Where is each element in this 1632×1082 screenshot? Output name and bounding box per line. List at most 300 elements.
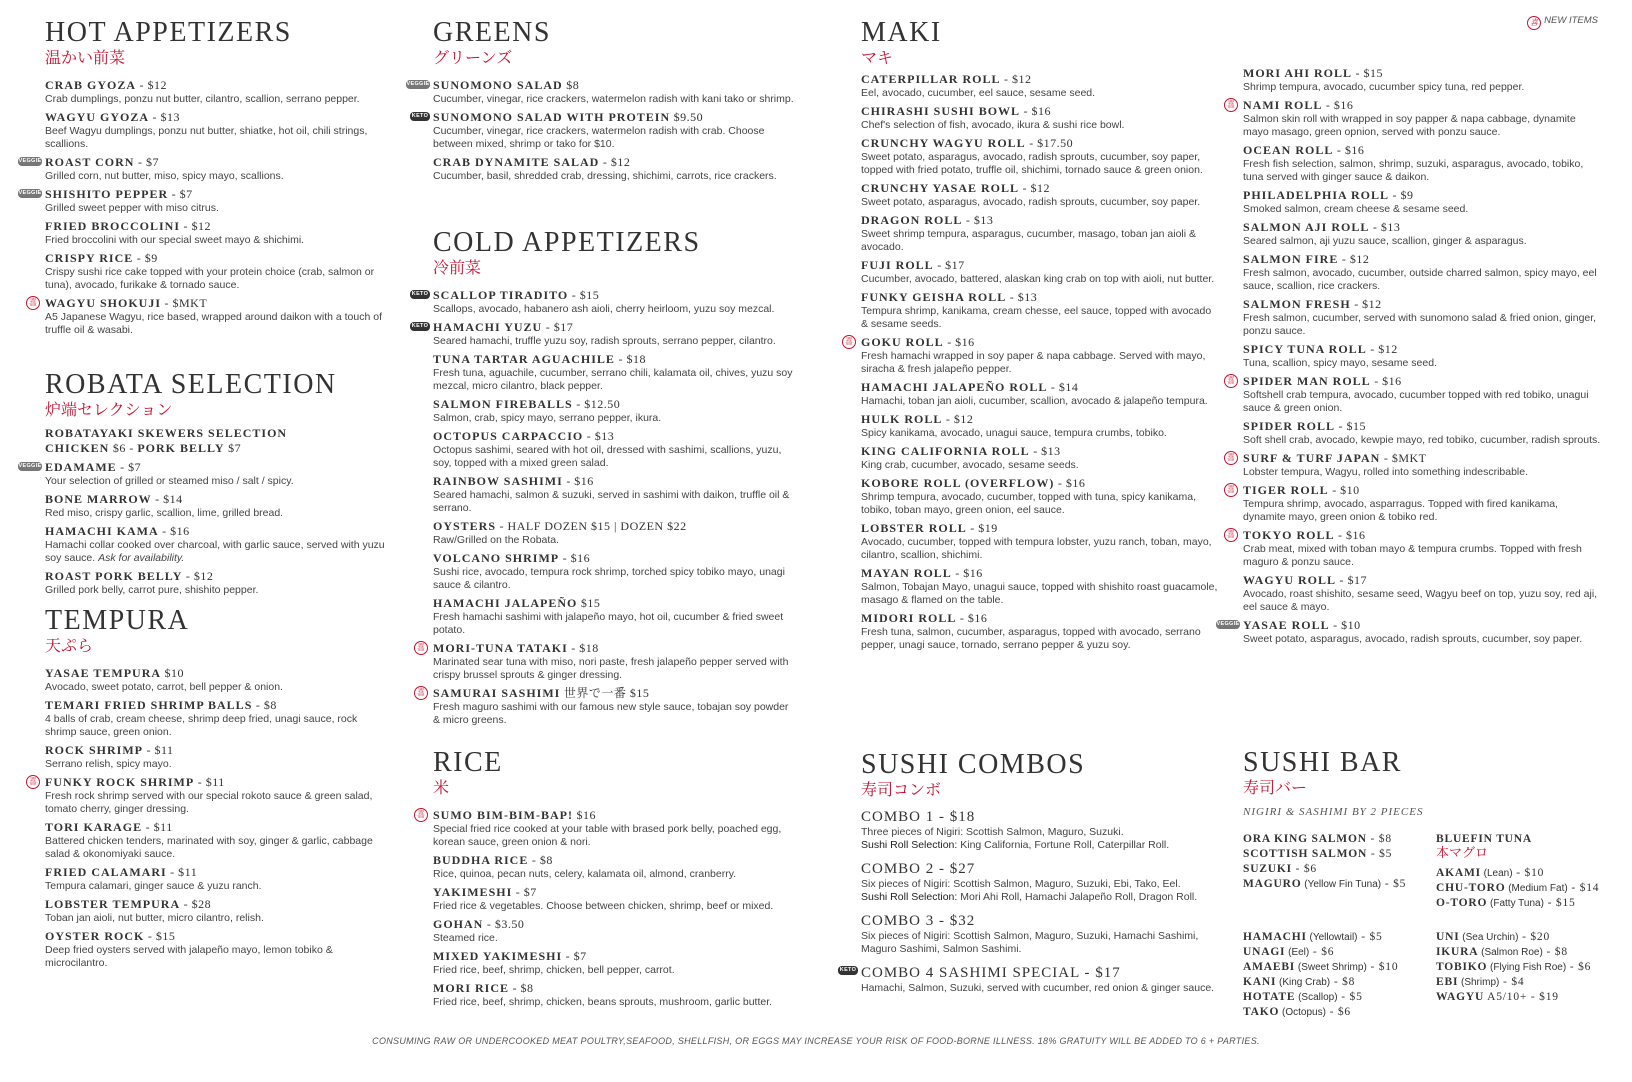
new-item-seal-icon: 喜 (1224, 98, 1238, 112)
item-description (861, 228, 1221, 254)
item-name (433, 352, 798, 367)
item-description (861, 350, 1221, 376)
combo-roll-label: Sushi Roll Selection: (861, 839, 958, 851)
combo-roll-selection (861, 839, 1221, 852)
footer-disclaimer: CONSUMING RAW OR UNDERCOOKED MEAT POULTRY,SEAFOOD, SHELLFISH, OR EGGS MAY INCREASE YOUR RISK OF FOOD-BORNE ILLNESS. 18% GRATUITY WILL BE ADDED TO 6 + PARTIES. (372, 1036, 1260, 1046)
sushi-subname: (Scallop) (1295, 992, 1338, 1003)
sushi-item (1243, 847, 1406, 862)
menu-item (861, 104, 1221, 132)
item-description (433, 444, 798, 470)
item-description-text: Eel, avocado, cucumber, eel sauce, sesame seed. (861, 87, 1096, 99)
item-name (861, 72, 1221, 87)
item-description (433, 367, 798, 393)
menu-item (1243, 252, 1603, 293)
item-price: - $16 (1322, 98, 1354, 112)
item-description-text: Scallops, avocado, habanero ash aioli, cherry heirloom, yuzu soy mezcal. (433, 303, 775, 315)
menu-item (1243, 220, 1603, 248)
item-description-text: Fresh salmon, cucumber, served with sunomono salad & fried onion, ginger, ponzu sauce. (1243, 312, 1597, 337)
item-description (1243, 113, 1603, 139)
menu-item (1227, 451, 1603, 479)
item-name (433, 320, 798, 335)
sushi-subname: (Medium Fat) (1505, 883, 1568, 894)
menu-item (861, 213, 1221, 254)
item-title: LOBSTER ROLL (861, 521, 967, 535)
item-name (45, 743, 390, 758)
keto-badge-icon: KETO (411, 291, 429, 297)
item-description-text: Grilled sweet pepper with miso citrus. (45, 202, 219, 214)
sushi-name: O-TORO (1436, 897, 1488, 909)
item-name (45, 897, 390, 912)
sushi-price: - $10 (1512, 867, 1545, 879)
item-title: SALMON AJI ROLL (1243, 220, 1370, 234)
item-price: - $10 (1329, 618, 1361, 632)
item-description (433, 611, 798, 637)
menu-item (433, 397, 798, 425)
item-description-text: Crab meat, mixed with toban mayo & tempura crumbs. Topped with fresh maguro & ponzu sauce. (1243, 543, 1582, 568)
item-description (861, 626, 1221, 652)
item-price: - $3.50 (483, 917, 525, 931)
item-title: SCALLOP TIRADITO (433, 288, 569, 302)
sushi-item (1436, 945, 1591, 960)
item-title: SPICY TUNA ROLL (1243, 342, 1367, 356)
item-title: GOKU ROLL (861, 335, 944, 349)
sushi-group (1243, 832, 1406, 892)
item-description-text: Seared hamachi, salmon & suzuki, served in sashimi with daikon, truffle oil & serrano. (433, 489, 790, 514)
item-description-text: Grilled corn, nut butter, miso, spicy mayo, scallions. (45, 170, 284, 182)
item-name (861, 444, 1221, 459)
item-price: - $11 (194, 775, 225, 789)
menu-item (861, 181, 1221, 209)
item-name (1243, 342, 1603, 357)
item-title: FUNKY ROCK SHRIMP (45, 775, 195, 789)
combo-item (839, 964, 1221, 995)
sushi-subname: (King Crab) (1276, 977, 1331, 988)
item-price: - $16 (1333, 143, 1365, 157)
menu-item (1243, 573, 1603, 614)
section-title: HOT APPETIZERS (45, 17, 292, 48)
sushi-subname: (Flying Fish Roe) (1487, 962, 1567, 973)
item-name (861, 136, 1221, 151)
sushi-price: - $6 (1325, 1006, 1351, 1018)
item-title: WAGYU SHOKUJI (45, 296, 162, 310)
item-title: SPIDER MAN ROLL (1243, 374, 1371, 388)
item-description (861, 87, 1221, 100)
sushi-group (1436, 930, 1591, 1005)
combo-name: COMBO 4 SASHIMI SPECIAL - $17 (861, 965, 1121, 981)
sushi-item (1243, 945, 1398, 960)
item-title: CRAB GYOZA (45, 78, 137, 92)
item-name (45, 251, 390, 266)
section-tempura (29, 605, 390, 970)
section-title: ROBATA SELECTION (45, 369, 337, 400)
sushi-price: - $14 (1567, 882, 1600, 894)
item-name (45, 187, 390, 202)
item-price: - $16 (951, 566, 983, 580)
item-price: - $13 (1006, 290, 1038, 304)
sushi-group (1243, 930, 1398, 1020)
item-description-text: Avocado, roast shishito, sesame seed, Wagyu beef on top, yuzu soy, red aji, eel sauce & mayo. (1243, 588, 1598, 613)
item-description (1243, 267, 1603, 293)
item-name (1243, 419, 1603, 434)
menu-item (1216, 618, 1603, 646)
section-title-jp: グリーンズ (433, 48, 513, 67)
item-price: - $15 (1335, 419, 1367, 433)
sushi-name: CHU-TORO (1436, 882, 1506, 894)
menu-item (45, 820, 390, 861)
item-description-text: Crispy sushi rice cake topped with your protein choice (crab, salmon or tuna), avocado, furikake & tornado sauce. (45, 266, 375, 291)
item-description (1243, 389, 1603, 415)
new-item-seal-icon: 喜 (1527, 16, 1541, 30)
sushi-item (1243, 960, 1398, 975)
section-rice (417, 747, 798, 1009)
section-title: TEMPURA (45, 605, 190, 636)
sushi-price: - $5 (1357, 931, 1383, 943)
robata-skewers-title: ROBATAYAKI SKEWERS SELECTION (45, 426, 288, 440)
item-price: - $12 (942, 412, 974, 426)
section-hot-appetizers (18, 17, 390, 337)
sushi-price: - $15 (1543, 897, 1576, 909)
item-price: - $14 (1047, 380, 1079, 394)
new-item-seal-icon: 喜 (26, 775, 40, 789)
item-price: - $15 (144, 929, 176, 943)
item-price: - $13 (149, 110, 181, 124)
item-name (433, 429, 798, 444)
sushi-subname: (Shrimp) (1458, 977, 1500, 988)
item-name (45, 524, 390, 539)
item-description-text: Seared hamachi, truffle yuzu soy, radish sprouts, serrano pepper, cilantro. (433, 335, 776, 347)
item-name (433, 288, 798, 303)
sushi-item (1436, 930, 1591, 945)
item-description-text: Steamed rice. (433, 932, 498, 944)
sushi-name: AMAEBI (1243, 961, 1296, 973)
combo-name: COMBO 2 - $27 (861, 861, 976, 877)
item-price: - $8 (252, 698, 277, 712)
menu-item (861, 412, 1221, 440)
menu-item (411, 320, 798, 348)
item-price: - $16 (956, 611, 988, 625)
section-greens (406, 17, 798, 183)
section-sushi-bar (1243, 748, 1613, 1082)
menu-item (433, 474, 798, 515)
section-title-jp: マキ (861, 48, 894, 67)
item-description-text: Shrimp tempura, avocado, cucumber, topped with tuna, spicy kanikama, tobiko, toban mayo, green onion, eel sauce. (861, 491, 1197, 516)
item-name (861, 335, 1221, 350)
item-name (433, 686, 798, 701)
item-name (1243, 66, 1603, 81)
new-item-seal-icon: 喜 (414, 641, 428, 655)
item-description-text: Fresh hamachi wrapped in soy paper & napa cabbage. Served with mayo, siracha & fresh jalapeño pepper. (861, 350, 1206, 375)
item-name (1243, 220, 1603, 235)
item-description (45, 539, 390, 565)
item-description-text: Salmon skin roll with wrapped in soy papper & napa cabbage, dynamite mayo masago, green opnion, served with ponzu sauce. (1243, 113, 1576, 138)
item-description-text: Sushi rice, avocado, tempura rock shrimp, torched spicy tobiko mayo, unagi sauce & cilantro. (433, 566, 785, 591)
item-description (861, 273, 1221, 286)
item-name (861, 104, 1221, 119)
new-item-seal-icon: 喜 (1224, 451, 1238, 465)
item-description (1243, 588, 1603, 614)
item-description-text: Hamachi, toban jan aioli, cucumber, scallion, avocado & jalapeño tempura. (861, 395, 1208, 407)
item-description-text: Shrimp tempura, avocado, cucumber spicy tuna, red pepper. (1243, 81, 1525, 93)
sushi-subname: (Salmon Roe) (1478, 947, 1543, 958)
robata-skewers-prices: CHICKEN $6 - PORK BELLY $7 (45, 441, 242, 455)
item-price: - $14 (151, 492, 183, 506)
item-description-text: Fresh hamachi sashimi with jalapeño mayo, hot oil, cucumber & fried sweet potato. (433, 611, 784, 636)
item-price: - $12 (182, 569, 214, 583)
item-price: - $17 (1336, 573, 1368, 587)
item-title: CRUNCHY YASAE ROLL (861, 181, 1020, 195)
item-price: - $8 (528, 853, 553, 867)
item-description-text: Toban jan aioli, nut butter, micro cilantro, relish. (45, 912, 264, 924)
item-description-text: Fresh maguro sashimi with our famous new style sauce, tobajan soy powder & micro greens. (433, 701, 789, 726)
menu-item (861, 290, 1221, 331)
item-description-text: 4 balls of crab, cream cheese, shrimp deep fried, unagi sauce, rock shrimp sauce, green onion. (45, 713, 358, 738)
item-title: FRIED CALAMARI (45, 865, 167, 879)
menu-item (433, 551, 798, 592)
item-name (433, 596, 798, 611)
item-name (45, 569, 390, 584)
item-description (861, 459, 1221, 472)
item-description-text: Spicy kanikama, avocado, unagui sauce, tempura crumbs, tobiko. (861, 427, 1167, 439)
new-item-seal-icon: 喜 (414, 686, 428, 700)
menu-item (411, 110, 798, 151)
item-title: VOLCANO SHRIMP (433, 551, 560, 565)
menu-item (433, 519, 798, 547)
menu-item (45, 897, 390, 925)
item-title: SUNOMONO SALAD (433, 78, 563, 92)
item-description (45, 202, 390, 215)
item-description (45, 125, 390, 151)
sushi-item (1243, 1005, 1398, 1020)
item-description-text: Avocado, cucumber, topped with tempura lobster, yuzu ranch, toban, mayo, cilantro, scallion, shichimi. (861, 536, 1212, 561)
menu-item (411, 288, 798, 316)
item-title: FRIED BROCCOLINI (45, 219, 181, 233)
item-description (861, 119, 1221, 132)
section-title: GREENS (433, 17, 551, 48)
section-sushi-combos (839, 749, 1221, 995)
item-description-text: Fried rice, beef, shrimp, chicken, beans sprouts, mushroom, garlic butter. (433, 996, 773, 1008)
item-title: SHISHITO PEPPER (45, 187, 169, 201)
sushi-item (1243, 877, 1406, 892)
item-price: - $19 (966, 521, 998, 535)
item-name (433, 641, 798, 656)
item-description-text: Fried rice, beef, shrimp, chicken, bell pepper, carrot. (433, 964, 675, 976)
item-description-text: Your selection of grilled or steamed miso / salt / spicy. (45, 475, 294, 487)
item-description-text: Soft shell crab, avocado, kewpie mayo, red tobiko, cucumber, radish sprouts. (1243, 434, 1601, 446)
menu-item (45, 569, 390, 597)
menu-item (433, 949, 798, 977)
item-price: - $13 (1029, 444, 1061, 458)
item-title: SURF & TURF JAPAN (1243, 451, 1381, 465)
keto-badge-icon: KETO (411, 113, 429, 119)
menu-item (433, 917, 798, 945)
item-title: LOBSTER TEMPURA (45, 897, 181, 911)
sushi-price: - $5 (1337, 991, 1363, 1003)
item-price: - $16 (1370, 374, 1402, 388)
item-description (45, 266, 390, 292)
bluefin-group (1436, 832, 1599, 911)
item-title: RAINBOW SASHIMI (433, 474, 563, 488)
item-price: - $7 (562, 949, 587, 963)
item-name (45, 775, 390, 790)
sushi-subname: (Sweet Shrimp) (1295, 962, 1367, 973)
veggie-badge-icon: VEGGIE (1216, 621, 1240, 627)
item-price: - $7 (512, 885, 537, 899)
veggie-badge-icon: VEGGIE (18, 190, 42, 196)
section-title: RICE (433, 747, 503, 778)
item-description-text: Octopus sashimi, seared with hot oil, dressed with sashimi, scallions, yuzu, soy, topped with a mixed green salad. (433, 444, 782, 469)
item-title: YAKIMESHI (433, 885, 513, 899)
item-description (1243, 466, 1603, 479)
item-name (433, 949, 798, 964)
item-price: - $10 (1328, 483, 1360, 497)
sushi-subname: (Yellowtail) (1306, 932, 1358, 943)
sushi-name: AKAMI (1436, 867, 1481, 879)
item-price: - $15 (1352, 66, 1384, 80)
menu-item (1243, 188, 1603, 216)
veggie-badge-icon: VEGGIE (406, 81, 430, 87)
sushi-item (1436, 896, 1599, 911)
item-description-text: Beef Wagyu dumplings, ponzu nut butter, shiatke, hot oil, chili strings, scallions. (45, 125, 368, 150)
item-title: FUJI ROLL (861, 258, 934, 272)
new-item-seal-icon: 喜 (26, 296, 40, 310)
item-name (45, 698, 390, 713)
item-description (433, 823, 798, 849)
item-description-text: Tuna, scallion, spicy mayo, sesame seed. (1243, 357, 1437, 369)
item-title: ROAST CORN (45, 155, 135, 169)
item-description-text: Tempura shrimp, kanikama, cream chesse, eel sauce, topped with avocado & sesame seeds. (861, 305, 1212, 330)
menu-item (433, 429, 798, 470)
menu-item (861, 72, 1221, 100)
item-title: HAMACHI JALAPEÑO (433, 596, 578, 610)
item-title: DRAGON ROLL (861, 213, 963, 227)
item-price: - $17 (542, 320, 574, 334)
item-name (433, 110, 798, 125)
menu-item (1243, 297, 1603, 338)
item-name (433, 917, 798, 932)
menu-item (433, 853, 798, 881)
sushi-name: WAGYU (1436, 991, 1485, 1003)
item-description (45, 475, 390, 488)
item-description-text: Seared salmon, aji yuzu sauce, scallion, ginger & asparagus. (1243, 235, 1527, 247)
new-item-seal-icon: 喜 (1224, 528, 1238, 542)
item-description-note: Ask for availability. (98, 552, 185, 564)
item-description-text: Grilled pork belly, carrot pure, shishito pepper. (45, 584, 259, 596)
sushi-name: SCOTTISH SALMON (1243, 848, 1368, 860)
item-description-text: Raw/Grilled on the Robata. (433, 534, 560, 546)
item-description (45, 170, 390, 183)
item-name (861, 521, 1221, 536)
sushi-price: - $8 (1366, 833, 1392, 845)
item-price: $10 (161, 666, 185, 680)
keto-badge-icon: KETO (411, 323, 429, 329)
item-description-text: Fresh salmon, avocado, cucumber, outside charred salmon, spicy mayo, eel sauce, scallion, rice crackers. (1243, 267, 1597, 292)
item-price: - $13 (583, 429, 615, 443)
item-title: NAMI ROLL (1243, 98, 1323, 112)
item-description (433, 303, 798, 316)
item-name (861, 566, 1221, 581)
item-price: - $12 (1350, 297, 1382, 311)
item-name (45, 492, 390, 507)
combo-name: COMBO 1 - $18 (861, 809, 976, 825)
item-description-text: Cucumber, vinegar, rice crackers, watermelon radish with crab. Choose between mixed, shrimp or tako for $10. (433, 125, 765, 150)
item-description (433, 701, 798, 727)
item-description (1243, 633, 1603, 646)
item-description (1243, 158, 1603, 184)
item-price: - $7 (116, 460, 142, 474)
item-description (433, 996, 798, 1009)
section-title-jp: 天ぷら (45, 636, 94, 655)
item-price: - $16 (562, 474, 594, 488)
new-items-legend (1527, 14, 1598, 28)
combo-roll-list: King California, Fortune Roll, Caterpillar Roll. (957, 839, 1170, 851)
menu-item (18, 460, 390, 488)
new-item-seal-icon: 喜 (1224, 374, 1238, 388)
item-description (433, 534, 798, 547)
item-price: - $12 (599, 155, 631, 169)
item-description-text: Special fried rice cooked at your table with brased pork belly, poached egg, korean sauce, green onion & nori. (433, 823, 782, 848)
item-description-text: Cucumber, basil, shredded crab, dressing, shichimi, carrots, rice crackers. (433, 170, 777, 182)
item-description (45, 790, 390, 816)
item-description (433, 93, 798, 106)
item-description-text: Fresh tuna, aguachile, cucumber, serrano chili, kalamata oil, chives, yuzu soy mezcal, micro cilantro, black pepper. (433, 367, 793, 392)
item-title: SALMON FRESH (1243, 297, 1351, 311)
combo-roll-list: Mori Ahi Roll, Hamachi Jalapeño Roll, Dragon Roll. (957, 891, 1198, 903)
sushi-subname: (Eel) (1285, 947, 1310, 958)
item-description (1243, 434, 1603, 447)
sushi-price: - $6 (1309, 946, 1335, 958)
item-price: - $7 (134, 155, 159, 169)
item-price: - $8 (509, 981, 534, 995)
combo-item (861, 912, 1221, 956)
item-title: WAGYU ROLL (1243, 573, 1337, 587)
sushi-name: MAGURO (1243, 878, 1302, 890)
item-name (45, 110, 390, 125)
combo-roll-label: Sushi Roll Selection: (861, 891, 958, 903)
item-name (861, 213, 1221, 228)
menu-item (406, 78, 798, 106)
section-title-jp: 寿司バー (1243, 778, 1308, 797)
item-price: - $16 (1054, 476, 1086, 490)
menu-item (29, 775, 390, 816)
item-description-text: Deep fried oysters served with jalapeño mayo, lemon tobiko & microcilantro. (45, 944, 333, 969)
item-price: - $16 (1334, 528, 1366, 542)
sushi-name: EBI (1436, 976, 1459, 988)
combo-description: Six pieces of Nigiri: Scottish Salmon, Maguro, Suzuki, Hamachi Sashimi, Maguro Sashimi, Salmon Sashimi. (861, 930, 1199, 955)
item-price: - $28 (180, 897, 212, 911)
item-description (861, 395, 1221, 408)
item-name (1243, 483, 1603, 498)
sushi-price: - $20 (1518, 931, 1551, 943)
menu-item (433, 352, 798, 393)
item-name (433, 981, 798, 996)
sushi-item (1243, 975, 1398, 990)
item-price: $15 (577, 596, 601, 610)
menu-item (1227, 528, 1603, 569)
item-description-text: Sweet shrimp tempura, asparagus, cucumber, masago, toban jan aioli & avocado. (861, 228, 1197, 253)
item-description-text: Fresh tuna, salmon, cucumber, asparagus, topped with avocado, serrano pepper, unagi sauce, tornado, serrano pepper & yuzu soy. (861, 626, 1201, 651)
menu-item (45, 524, 390, 565)
menu-item (861, 380, 1221, 408)
section-title-jp: 温かい前菜 (45, 48, 126, 67)
item-name (433, 519, 798, 534)
sushi-name: TAKO (1243, 1006, 1280, 1018)
item-title: SUMO BIM-BIM-BAP! (433, 808, 573, 822)
item-description (433, 964, 798, 977)
sushi-price: - $5 (1381, 878, 1407, 890)
item-title: HAMACHI KAMA (45, 524, 159, 538)
item-description-text: Fresh rock shrimp served with our special rokoto sauce & green salad, tomato cherry, ginger dressing. (45, 790, 373, 815)
combo-name: COMBO 3 - $32 (861, 913, 976, 929)
